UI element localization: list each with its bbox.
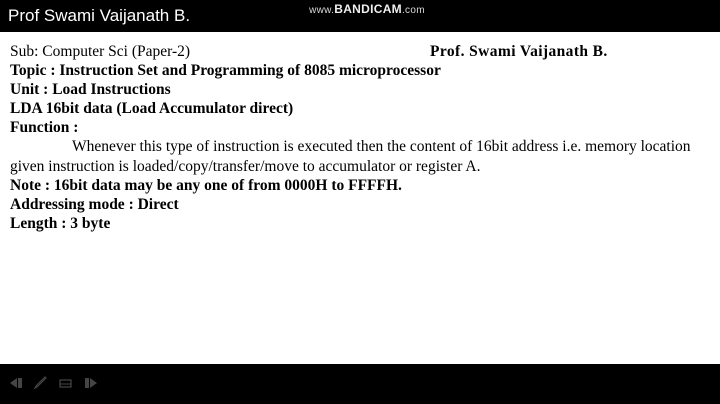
- previous-icon[interactable]: [8, 376, 24, 390]
- watermark-suffix: .com: [401, 5, 425, 16]
- eraser-icon[interactable]: [58, 376, 74, 390]
- function-description: [10, 137, 700, 176]
- function-text: Whenever this type of instruction is executed then the content of 16bit address i.e. memory location given instruction is loaded/copy/transfer/move to accumulator or register A.: [10, 138, 691, 175]
- presenter-name: Prof Swami Vaijanath B.: [8, 6, 191, 25]
- slide-content: [0, 32, 720, 364]
- instruction-line: LDA 16bit data (Load Accumulator direct): [10, 100, 294, 117]
- next-icon[interactable]: [83, 376, 99, 390]
- topic-line: Topic : Instruction Set and Programming of 8085 microprocessor: [10, 62, 441, 79]
- unit-line: Unit : Load Instructions: [10, 81, 171, 98]
- slide-presenter-name: Prof. Swami Vaijanath B.: [430, 43, 608, 60]
- player-control-bar: [0, 364, 720, 404]
- function-label: Function :: [10, 119, 79, 136]
- pencil-icon[interactable]: [33, 376, 49, 390]
- subject-label: Sub: Computer Sci (Paper-2): [10, 43, 191, 60]
- watermark-brand: BANDICAM: [334, 2, 402, 16]
- addressing-mode-line: Addressing mode : Direct: [10, 196, 179, 213]
- slide-header-row: [10, 42, 710, 61]
- length-line: Length : 3 byte: [10, 215, 111, 232]
- note-line: Note : 16bit data may be any one of from 0000H to FFFFH.: [10, 177, 402, 194]
- bandicam-watermark: [292, 2, 442, 16]
- watermark-prefix: www.: [309, 5, 335, 16]
